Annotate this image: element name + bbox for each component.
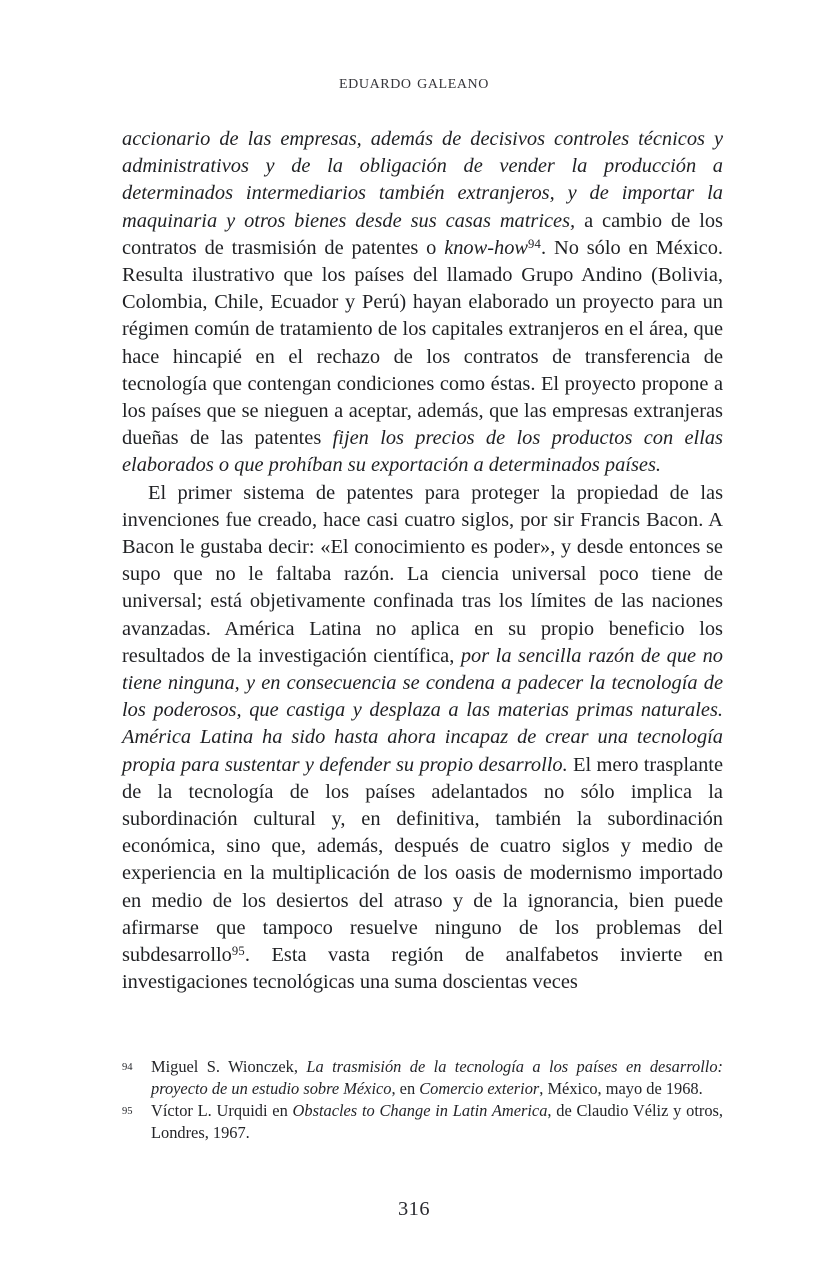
- text-run: . No sólo en México. Resulta ilustrativo que los países del llamado Grupo Andino (Bolivia, Colombia, Chile, Ecuador y Perú) hayan elaborado un proyecto para un régimen común de tratamiento de los capitales extranjeros en el área, que hace hincapié en el rechazo de los contratos de transferencia de tecnología que contengan condiciones como éstas. El proyecto propone a los países que se nieguen a aceptar, además, que las empresas extranjeras dueñas de las patentes: [122, 236, 724, 450]
- page-number: 316: [397, 1198, 431, 1220]
- text-run: Miguel S. Wionczek,: [151, 1057, 307, 1076]
- footnote-text: [151, 1101, 723, 1142]
- text-run: El mero trasplante de la tecnología de los países adelantados no sólo implica la subordinación cultural y, en definitiva, también la subordinación económica, sino que, además, después de cuatro siglos y medio de experiencia en la multiplicación de los oasis de modernismo importado en medio de los desiertos del atraso y de la ignorancia, bien puede afirmarse que tampoco resuelve ninguno de los problemas del subdesarrollo: [122, 753, 723, 967]
- footnote-reference-95[interactable]: 95: [231, 944, 245, 959]
- text-run-italic: know-how: [444, 236, 529, 259]
- footnotes-block: [122, 1056, 723, 1144]
- text-run: , de Claudio Véliz y otros, Londres, 1967.: [151, 1101, 723, 1142]
- text-run-italic: Comercio exterior: [419, 1078, 540, 1098]
- footnote-marker-94: 94: [122, 1061, 133, 1073]
- text-run-italic: La trasmisión de la tecnología a los países en desarrollo: proyecto de un estudio sobre México: [151, 1057, 723, 1098]
- running-head: eduardo galeano: [339, 72, 489, 93]
- text-run: El primer sistema de patentes para proteger la propiedad de las invenciones fue creado, hace casi cuatro siglos, por sir Francis Bacon. A Bacon le gustaba decir: «El conocimiento es poder», y desde entonces se supo que no le faltaba razón. La ciencia universal poco tiene de universal; está objetivamente confinada tras los límites de las naciones avanzadas. América Latina no aplica en su propio beneficio los resultados de la investigación científica,: [122, 481, 723, 667]
- footnote-94: [122, 1056, 723, 1099]
- footnote-95: [122, 1100, 723, 1143]
- text-run: . Esta vasta región de analfabetos invierte en investigaciones tecnológicas una suma doscientas veces: [122, 944, 723, 994]
- footnote-marker-95: 95: [122, 1105, 133, 1117]
- body-text-block: [122, 126, 723, 997]
- footnote-text: [151, 1057, 723, 1098]
- text-run-italic: por la sencilla razón de que no tiene ninguna, y en consecuencia se condena a padecer la tecnología de los poderosos, que castiga y desplaza a las materias primas naturales. América Latina ha sido hasta ahora incapaz de crear una tecnología propia para sustentar y defender su propio desarrollo.: [122, 644, 723, 776]
- paragraph-2: [122, 480, 723, 997]
- text-run: a cambio de los contratos de trasmisión de patentes o: [122, 209, 723, 259]
- text-run-italic: fijen los precios de los productos con ellas elaborados o que prohíban su exportación a determinados países.: [122, 427, 723, 477]
- footnote-reference-94[interactable]: 94: [528, 236, 542, 251]
- text-run: , en: [391, 1078, 420, 1098]
- text-run: , México, mayo de 1968.: [539, 1078, 703, 1098]
- text-run-italic: accionario de las empresas, además de decisivos controles técnicos y administrativos y de la obligación de vender la producción a determinados intermediarios también extranjeros, y de importar la maquinaria y otros bienes desde sus casas matrices,: [122, 128, 723, 232]
- text-run-italic: Obstacles to Change in Latin America: [292, 1101, 548, 1121]
- text-run: Víctor L. Urquidi en: [151, 1101, 293, 1121]
- paragraph-1: [122, 126, 723, 480]
